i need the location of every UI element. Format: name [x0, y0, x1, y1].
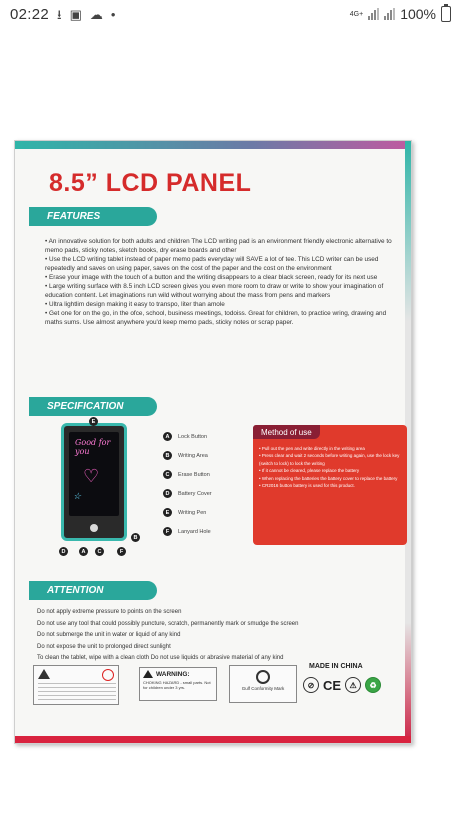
warning-title: [143, 670, 213, 678]
method-item: • If it cannot be cleared, please replace the battery: [259, 468, 360, 474]
gcm-label: Gulf Conformity Mark: [241, 686, 285, 691]
specification-section: [45, 417, 405, 557]
signal-icon-secondary: [384, 8, 395, 20]
rohs-icon: ⊘: [303, 677, 319, 693]
download-icon: ⭳: [57, 6, 62, 22]
warning-sub: CHOKING HAZARD - small parts. Not for children under 3 yrs.: [143, 680, 211, 690]
warning-circle-icon: ⚠: [345, 677, 361, 693]
legend-key: F: [163, 527, 172, 536]
attention-item: To clean the tablet, wipe with a clean cloth Do not use liquids or abrasive material of any kind: [37, 655, 284, 661]
marker-a: A: [79, 547, 88, 556]
marker-c: C: [95, 547, 104, 556]
method-item: • Pull out the pen and write directly in the writing area: [259, 446, 365, 451]
legend-row: [163, 465, 243, 484]
legend-row: [163, 503, 243, 522]
box-top-edge: [15, 141, 411, 149]
method-item: • CR2016 button battery is used for this product.: [259, 483, 355, 489]
gcm-logo-icon: [256, 670, 270, 684]
signal-icon: [368, 8, 379, 20]
dot-icon: •: [110, 6, 116, 22]
legend-label: Battery Cover: [178, 490, 212, 497]
attention-item: Do not expose the unit to prolonged direct sunlight: [37, 643, 171, 650]
no-bin-icon: [102, 669, 114, 681]
legend-key: B: [163, 451, 172, 460]
feature-item: • Get one for on the go, in the ofce, school, business meetings, todoiss. Great for children, to practice wring, drawing and maths sums. Use almost anywhere you'd keep memo pads, sticky notes or scrap paper.: [45, 310, 387, 326]
legend-key: D: [163, 489, 172, 498]
status-left: [10, 6, 115, 23]
box-title: 8.5” LCD PANEL: [49, 169, 252, 197]
legend-key: C: [163, 470, 172, 479]
network-type: 4G+: [349, 10, 364, 18]
warning-text: WARNING:: [156, 670, 190, 678]
fine-print: [38, 683, 116, 703]
marker-f: F: [117, 547, 126, 556]
legend-label: Writing Pen: [178, 509, 207, 516]
legend-row: [163, 484, 243, 503]
feature-item: • Ultra lightlim design making it easy to transpo, liter than amole: [45, 301, 225, 308]
feature-item: • Erase your image with the touch of a button and the writing disappears to a clear black screen, ready for its next use: [45, 274, 378, 281]
image-icon: ▣: [69, 6, 82, 22]
cat-doodle-icon: ♡: [83, 466, 100, 487]
warning-triangle-icon: [143, 670, 153, 678]
feature-item: • Use the LCD writing tablet instead of paper memo pads everyday will SAVE a lot of tee. This LCD writer can be used repeatedly and saves on using paper, saves on the cost of the paper and the cost on the environment: [45, 256, 379, 272]
legend-label: Lanyard Hole: [178, 528, 211, 535]
legend-label: Lock Button: [178, 433, 208, 440]
box-bottom-edge: [15, 736, 411, 743]
photo-viewer[interactable]: [0, 28, 461, 820]
features-text: [45, 237, 395, 327]
method-of-use-panel: [253, 425, 407, 545]
star-doodle-icon: ☆: [73, 492, 82, 502]
status-time: 02:22: [10, 5, 50, 23]
attention-item: Do not apply extreme pressure to points on the screen: [37, 609, 182, 615]
method-item: • Press clear and wait 2 seconds before writing again, use the lock key (switch to lock) to lock the writing: [259, 453, 400, 466]
product-box-photo: [14, 140, 412, 744]
legend-key: E: [163, 508, 172, 517]
attention-text: [37, 607, 397, 665]
recycle-icon: ♻: [365, 677, 381, 693]
choking-warning-label: [139, 667, 217, 701]
attention-heading: ATTENTION: [29, 581, 157, 600]
method-heading: Method of use: [253, 425, 320, 439]
attention-item: Do not use any tool that could possibly puncture, scratch, permanently mark or smudge the screen: [37, 620, 299, 627]
marker-b: B: [131, 533, 140, 542]
legend-label: Writing Area: [178, 452, 208, 459]
status-right: [350, 6, 451, 22]
gulf-conformity-label: [229, 665, 297, 703]
erase-button-icon: [90, 524, 98, 532]
feature-item: • An innovative solution for both adults and children The LCD writing pad is an environment friendly electronic alternative to memo pads, sticky notes, sketch books, dry erase boards and other: [45, 238, 392, 254]
tablet-doodle-text: Good for you: [75, 438, 111, 456]
attention-item: Do not submerge the unit in water or liquid of any kind: [37, 632, 181, 638]
lcd-tablet-image: [61, 423, 127, 541]
legend-row: [163, 446, 243, 465]
tablet-screen: [69, 432, 119, 516]
made-in-text: MADE IN CHINA: [309, 663, 363, 670]
battery-percent: 100%: [400, 6, 436, 22]
legend-key: A: [163, 432, 172, 441]
warning-triangle-icon: [38, 669, 50, 679]
status-bar: [0, 0, 461, 28]
spec-legend: [163, 427, 243, 541]
warning-label-left: [33, 665, 119, 705]
method-list: [259, 445, 401, 489]
features-heading: FEATURES: [29, 207, 157, 226]
legend-label: Erase Button: [178, 471, 210, 478]
certification-icons: [303, 677, 381, 693]
ce-mark-icon: CE: [323, 677, 342, 693]
method-item: • When replacing the batteries the battery cover to replace the battery: [259, 475, 398, 481]
battery-icon: [441, 6, 451, 22]
legend-row: [163, 427, 243, 446]
marker-d: D: [59, 547, 68, 556]
labels-row: [33, 657, 403, 711]
specification-heading: SPECIFICATION: [29, 397, 157, 416]
marker-e: E: [89, 417, 98, 426]
legend-row: [163, 522, 243, 541]
cloud-sync-icon: ☁: [89, 6, 103, 22]
feature-item: • Large writing surface with 8.5 inch LCD screen gives you even more room to draw or write to show your imagination of education content. Let imaginations run wild without worrying about the mass from pens and markers: [45, 283, 384, 299]
